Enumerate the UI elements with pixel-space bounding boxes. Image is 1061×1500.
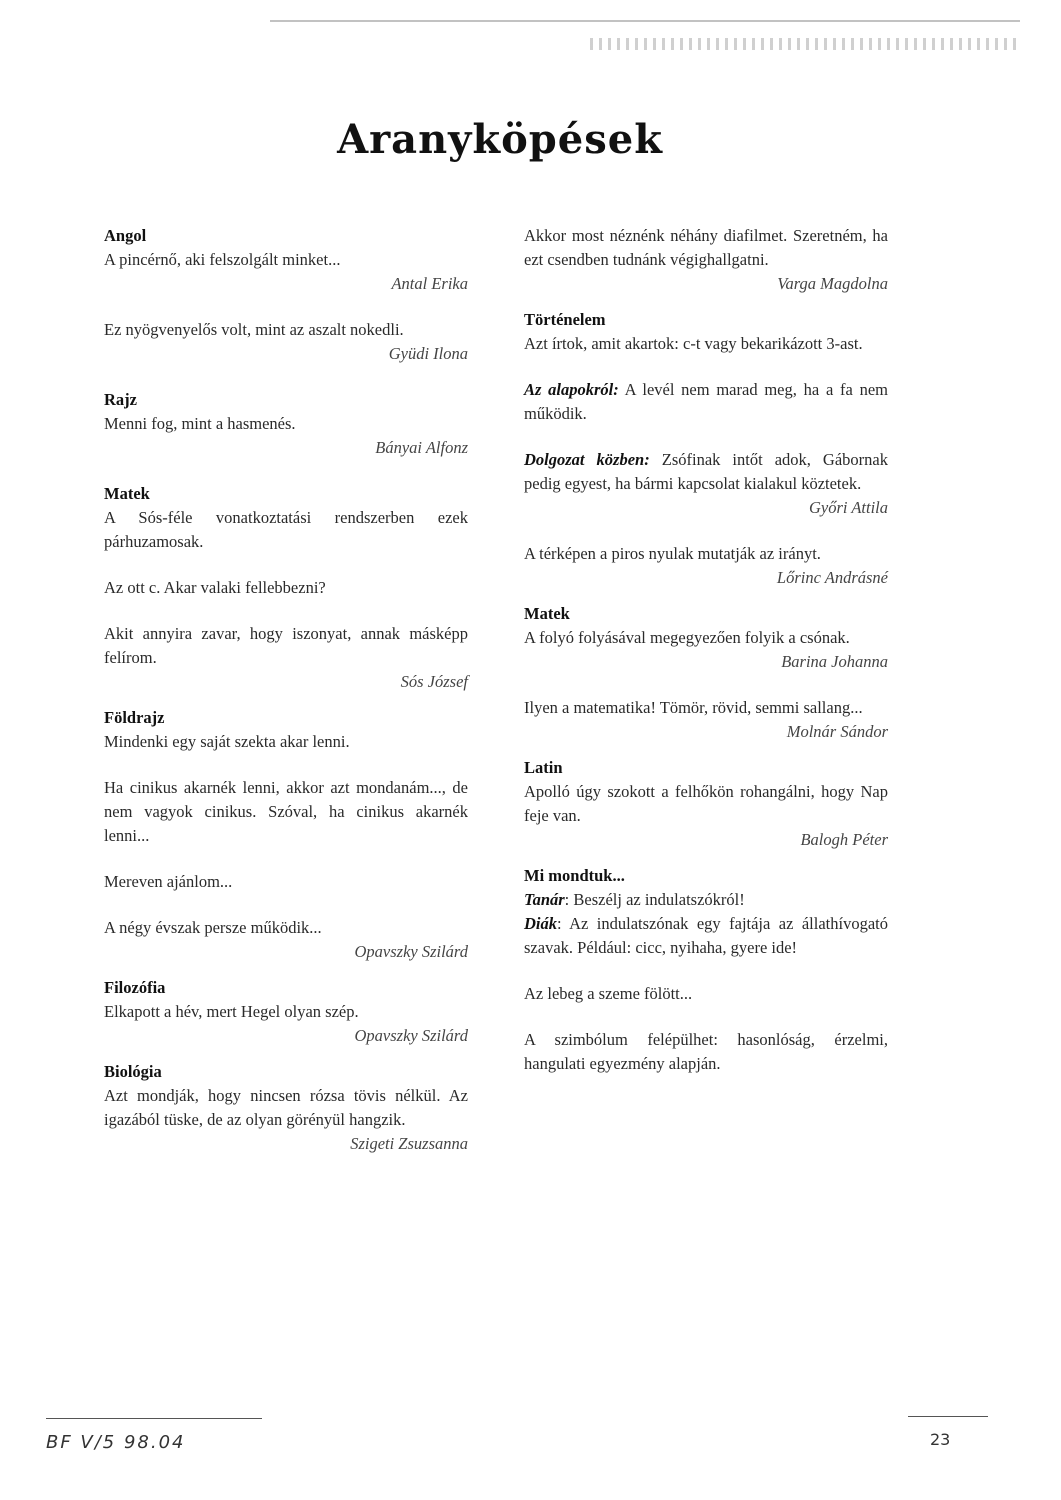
quote <box>524 888 888 912</box>
section-heading: Biológia <box>104 1062 162 1081</box>
quote: Elkapott a hév, mert Hegel olyan szép. <box>104 1002 359 1021</box>
quote <box>524 912 888 960</box>
quote-text: : Beszélj az indulatszókról! <box>564 890 745 909</box>
quote: A folyó folyásával megegyezően folyik a csónak. <box>524 628 850 647</box>
quote: Mindenki egy saját szekta akar lenni. <box>104 732 350 751</box>
quote: Akkor most néznénk néhány diafilmet. Szeretném, ha ezt csendben tudnánk végighallgatni. <box>524 226 888 269</box>
quote <box>524 378 888 426</box>
quote: Az lebeg a szeme fölött... <box>524 984 693 1003</box>
scan-noise <box>590 38 1020 50</box>
quote: Menni fog, mint a hasmenés. <box>104 414 296 433</box>
quote: Mereven ajánlom... <box>104 872 233 891</box>
quote: Azt írtok, amit akartok: c-t vagy bekarikázott 3-ast. <box>524 334 863 353</box>
quote: Ez nyögvenyelős volt, mint az aszalt nokedli. <box>104 320 404 339</box>
quote-lead: Tanár <box>524 890 565 909</box>
author: Lőrinc Andrásné <box>776 568 888 587</box>
quote: Apolló úgy szokott a felhőkön rohangálni, hogy Nap feje van. <box>524 782 888 825</box>
section-heading: Matek <box>104 484 150 503</box>
quote-text: A levél nem marad meg, ha a fa nem működik. <box>524 380 888 423</box>
quote: Akit annyira zavar, hogy iszonyat, annak másképp felírom. <box>104 624 468 667</box>
footer-rule-right <box>908 1416 988 1417</box>
quote-text: Zsófinak intőt adok, Gábornak pedig egyest, ha bármi kapcsolat kialakul köztetek. <box>524 450 888 493</box>
quote: A szimbólum felépülhet: hasonlóság, érzelmi, hangulati egyezmény alapján. <box>524 1030 888 1073</box>
section-heading: Rajz <box>104 390 137 409</box>
author: Opavszky Szilárd <box>354 942 468 961</box>
author: Barina Johanna <box>781 652 888 671</box>
quote: A Sós-féle vonatkoztatási rendszerben ezek párhuzamosak. <box>104 508 468 551</box>
author: Szigeti Zsuzsanna <box>350 1134 468 1153</box>
quote: Ha cinikus akarnék lenni, akkor azt mondanám..., de nem vagyok cinikus. Szóval, ha cinikus akarnék lenni... <box>104 778 468 845</box>
page-number: 23 <box>930 1430 951 1449</box>
author: Molnár Sándor <box>786 722 888 741</box>
section-heading: Latin <box>524 758 563 777</box>
scan-top-line <box>270 20 1020 22</box>
author: Opavszky Szilárd <box>354 1026 468 1045</box>
author: Győri Attila <box>809 498 888 517</box>
section-heading: Földrajz <box>104 708 165 727</box>
quote: A pincérnő, aki felszolgált minket... <box>104 250 341 269</box>
author: Varga Magdolna <box>777 274 888 293</box>
handwritten-issue-note: BF V/5 98.04 <box>46 1432 186 1453</box>
quote-text: : Az indulatszónak egy fajtája az állathívogató szavak. Például: cicc, nyihaha, gyere ide! <box>524 914 888 957</box>
quote: A négy évszak persze működik... <box>104 918 322 937</box>
section-heading: Angol <box>104 226 147 245</box>
quote-lead: Dolgozat közben: <box>524 450 650 469</box>
quote <box>524 448 888 496</box>
author: Sós József <box>400 672 468 691</box>
page-title: Aranyköpések <box>337 116 663 163</box>
quote: A térképen a piros nyulak mutatják az irányt. <box>524 544 821 563</box>
section-heading: Történelem <box>524 310 606 329</box>
right-column <box>524 224 888 1076</box>
author: Bányai Alfonz <box>375 438 468 457</box>
left-column <box>104 224 468 1156</box>
quote-lead: Diák <box>524 914 557 933</box>
section-heading: Matek <box>524 604 570 623</box>
author: Balogh Péter <box>800 830 888 849</box>
quote: Azt mondják, hogy nincsen rózsa tövis nélkül. Az igazából tüske, de az olyan görényül hangzik. <box>104 1086 468 1129</box>
footer-rule <box>46 1418 262 1419</box>
section-heading: Filozófia <box>104 978 166 997</box>
quote: Ilyen a matematika! Tömör, rövid, semmi sallang... <box>524 698 863 717</box>
quote: Az ott c. Akar valaki fellebbezni? <box>104 578 326 597</box>
author: Antal Erika <box>391 274 468 293</box>
section-heading: Mi mondtuk... <box>524 866 625 885</box>
quote-lead: Az alapokról: <box>524 380 619 399</box>
author: Gyüdi Ilona <box>388 344 468 363</box>
